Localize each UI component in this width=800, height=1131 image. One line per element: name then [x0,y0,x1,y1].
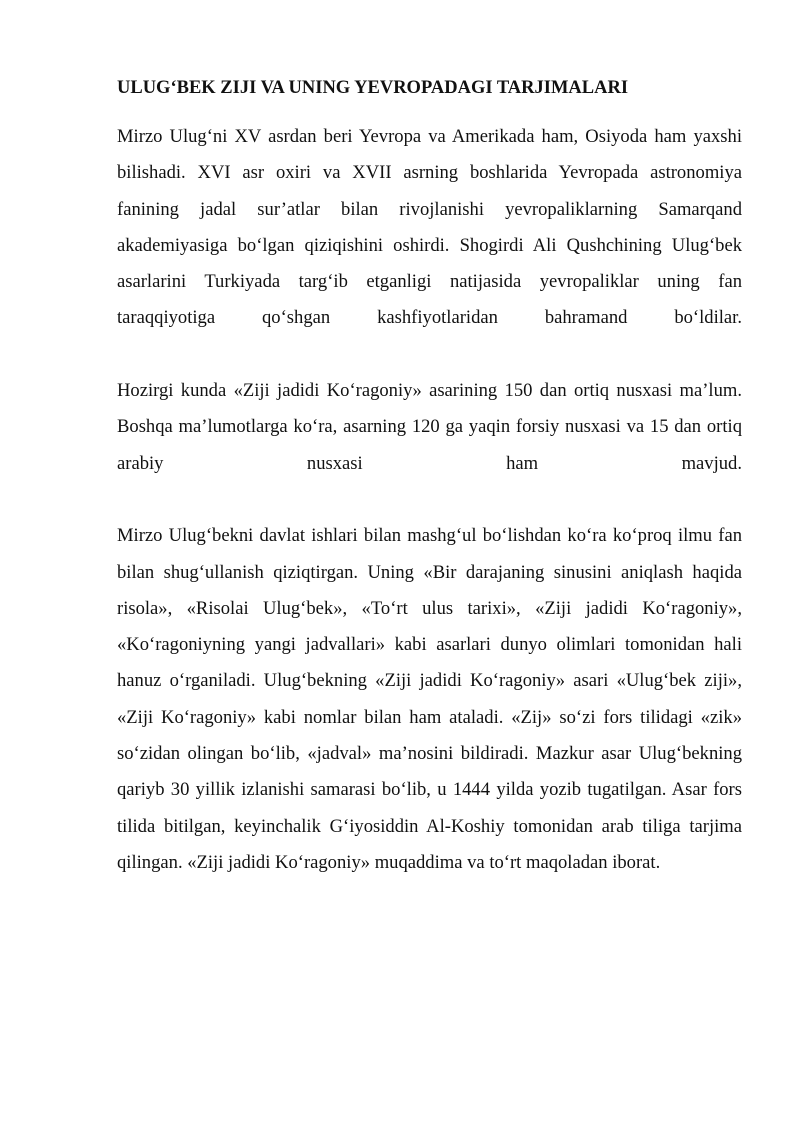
paragraph-1: Mirzo Ulug‘ni XV asrdan beri Yevropa va Amerikada ham, Osiyoda ham yaxshi bilishadi. XVI asr oxiri va XVII asrning boshlarida Yevropada astronomiya fanining jadal sur’atlar bilan rivojlanishi yevropaliklarning Samarqand akademiyasiga bo‘lgan qiziqishini oshirdi. Shogirdi Ali Qushchining Ulug‘bek asarlarini Turkiyada targ‘ib etganligi natijasida yevropaliklar uning fan taraqqiyotiga qo‘shgan kashfiyotlaridan bahramand bo‘ldilar. [117,126,742,329]
paragraph-spacer [117,337,742,373]
paragraph-spacer [117,482,742,518]
document-page [117,77,742,881]
document-title: ULUG‘BEK ZIJI VA UNING YEVROPADAGI TARJIMALARI [117,78,629,98]
paragraph-3: Mirzo Ulug‘bekni davlat ishlari bilan mashg‘ul bo‘lishdan ko‘ra ko‘proq ilmu fan bilan shug‘ullanish qiziqtirgan. Uning «Bir darajaning sinusini aniqlash haqida risola», «Risolai Ulug‘bek», «To‘rt ulus tarixi», «Ziji jadidi Ko‘ragoniy», «Ko‘ragoniyning yangi jadvallari» kabi asarlari dunyo olimlari tomonidan hali hanuz o‘rganiladi. Ulug‘bekning «Ziji jadidi Ko‘ragoniy» asari «Ulug‘bek ziji», «Ziji Ko‘ragoniy» kabi nomlar bilan ham ataladi. «Zij» so‘zi fors tilidagi «zik» so‘zidan olingan bo‘lib, «jadval» ma’nosini bildiradi. Mazkur asar Ulug‘bekning qariyb 30 yillik izlanishi samarasi bo‘lib, u 1444 yilda yozib tugatilgan. Asar fors tilida bitilgan, keyinchalik G‘iyosiddin Al-Koshiy tomonidan arab tiliga tarjima qilingan. «Ziji jadidi Ko‘ragoniy» muqaddima va to‘rt maqoladan iborat. [117,525,742,873]
paragraph-2: Hozirgi kunda «Ziji jadidi Ko‘ragoniy» asarining 150 dan ortiq nusxasi ma’lum. Boshqa ma’lumotlarga ko‘ra, asarning 120 ga yaqin forsiy nusxasi va 15 dan ortiq arabiy nusxasi ham mavjud. [117,380,742,474]
